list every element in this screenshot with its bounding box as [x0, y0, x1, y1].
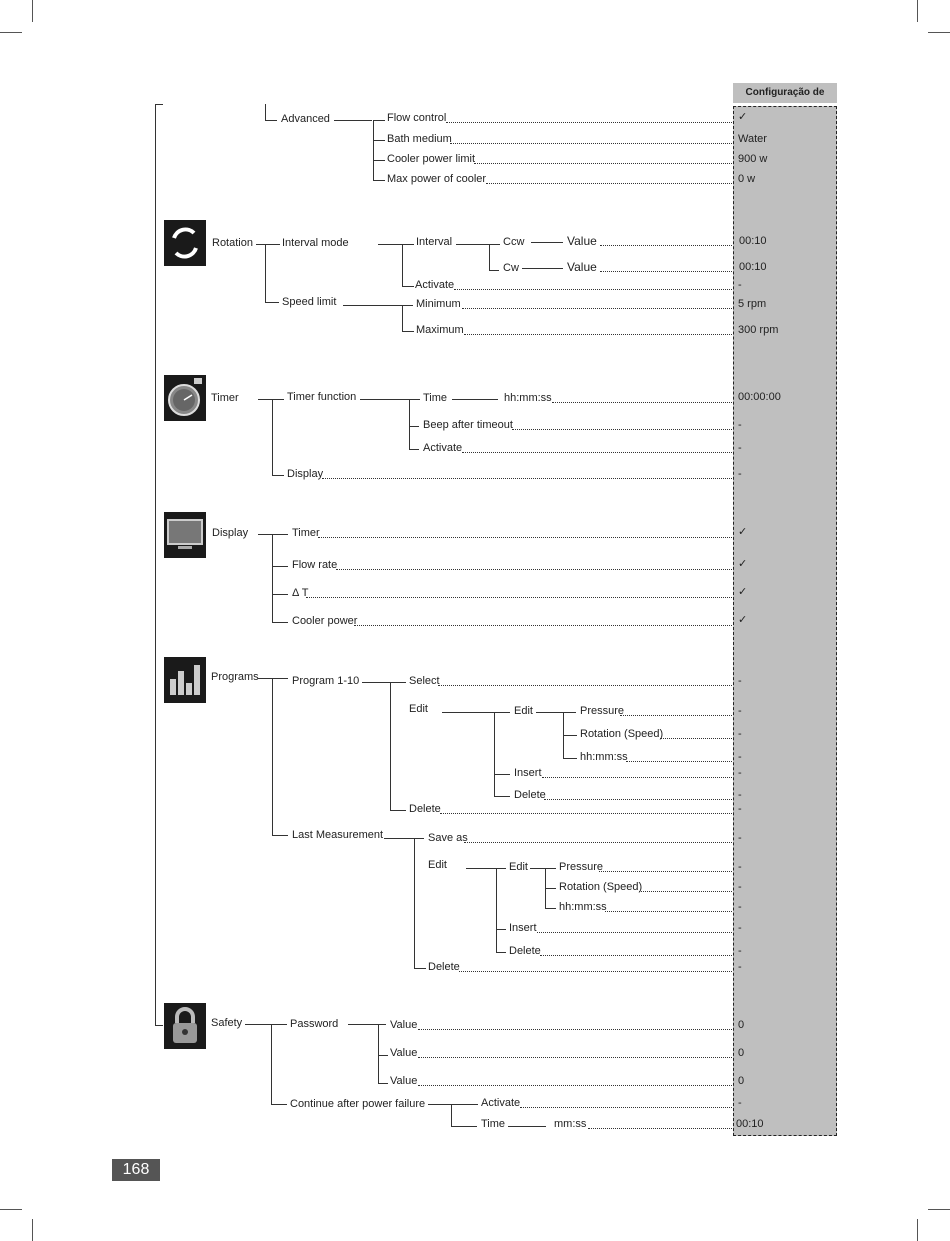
- rotation-label: Rotation: [212, 237, 253, 249]
- lm-delete-sub-value: -: [738, 945, 742, 957]
- max-power-cooler-value: 0 w: [738, 173, 756, 185]
- program-edit-label: Edit: [409, 703, 428, 715]
- stopwatch-icon: [164, 375, 206, 421]
- crop-mark: [0, 1209, 22, 1210]
- password-value-1-label: Value: [390, 1019, 418, 1031]
- password-value-3-label: Value: [390, 1075, 418, 1087]
- lm-edit-sub-label: Edit: [509, 861, 528, 873]
- lm-rotation-speed-label: Rotation (Speed): [559, 881, 643, 893]
- program-delete-sub-label: Delete: [514, 789, 546, 801]
- continue-activate-label: Activate: [481, 1097, 521, 1109]
- program-rotation-value: -: [738, 728, 742, 740]
- lm-delete-sub-label: Delete: [509, 945, 541, 957]
- lm-delete-label: Delete: [428, 961, 460, 973]
- display-delta-t-value: ✓: [738, 586, 748, 598]
- safety-label: Safety: [211, 1017, 243, 1029]
- last-measurement-label: Last Measurement: [292, 829, 384, 841]
- speed-limit-label: Speed limit: [282, 296, 337, 308]
- crop-mark: [32, 1219, 33, 1241]
- monitor-icon: [164, 512, 206, 558]
- advanced-label: Advanced: [281, 113, 330, 125]
- maximum-label: Maximum: [416, 324, 464, 336]
- program-delete-value: -: [738, 803, 742, 815]
- timer-display-label: Display: [287, 468, 324, 480]
- interval-label: Interval: [416, 236, 453, 248]
- continue-mmss-label: mm:ss: [554, 1118, 587, 1130]
- save-as-value: -: [738, 832, 742, 844]
- program-select-value: -: [738, 675, 742, 687]
- continue-time-label: Time: [481, 1118, 506, 1130]
- program-hhmmss-label: hh:mm:ss: [580, 751, 628, 763]
- program-1-10-label: Program 1-10: [292, 675, 360, 687]
- crop-mark: [928, 1209, 950, 1210]
- lm-delete-value: -: [738, 961, 742, 973]
- display-timer-value: ✓: [738, 526, 748, 538]
- padlock-icon: [164, 1003, 206, 1049]
- cooler-power-limit-item: Cooler power limit: [387, 153, 476, 165]
- tree-spine: [155, 104, 156, 1025]
- display-cooler-power-value: ✓: [738, 614, 748, 626]
- program-insert-value: -: [738, 767, 742, 779]
- ccw-value-label: Value: [567, 234, 597, 248]
- program-delete-sub-value: -: [738, 789, 742, 801]
- continue-power-failure-label: Continue after power failure: [290, 1098, 426, 1110]
- rotation-activate-value: -: [738, 279, 742, 291]
- bar-chart-icon: [164, 657, 206, 703]
- crop-mark: [917, 0, 918, 22]
- display-flow-rate-item: Flow rate: [292, 559, 338, 571]
- bath-medium-value: Water: [738, 133, 767, 145]
- password-value-1: 0: [738, 1019, 745, 1031]
- program-delete-label: Delete: [409, 803, 441, 815]
- program-pressure-value: -: [738, 705, 742, 717]
- program-edit-sub-label: Edit: [514, 705, 533, 717]
- timer-hhmmss-label: hh:mm:ss: [504, 392, 552, 404]
- lm-insert-value: -: [738, 922, 742, 934]
- timer-time-value: 00:00:00: [738, 391, 781, 403]
- beep-value: -: [738, 419, 742, 431]
- programs-label: Programs: [211, 671, 259, 683]
- rotation-icon: [164, 220, 206, 266]
- timer-label: Timer: [211, 392, 239, 404]
- lm-hhmmss-value: -: [738, 901, 742, 913]
- program-pressure-label: Pressure: [580, 705, 625, 717]
- flow-control-item: Flow control: [387, 112, 447, 124]
- max-power-cooler-item: Max power of cooler: [387, 173, 487, 185]
- lm-pressure-label: Pressure: [559, 861, 604, 873]
- crop-mark: [0, 32, 22, 33]
- password-value-3: 0: [738, 1075, 745, 1087]
- display-flow-rate-value: ✓: [738, 558, 748, 570]
- timer-display-value: -: [738, 468, 742, 480]
- timer-activate-label: Activate: [423, 442, 463, 454]
- minimum-value: 5 rpm: [738, 298, 767, 310]
- cw-value-label: Value: [567, 260, 597, 274]
- continue-activate-value: -: [738, 1097, 742, 1109]
- display-label: Display: [212, 527, 249, 539]
- password-label: Password: [290, 1018, 339, 1030]
- lm-edit-label: Edit: [428, 859, 447, 871]
- flow-control-value: ✓: [738, 111, 748, 123]
- crop-mark: [32, 0, 33, 22]
- ccw-value: 00:10: [739, 235, 767, 247]
- rotation-activate-label: Activate: [415, 279, 455, 291]
- cw-label: Cw: [503, 262, 519, 274]
- lm-insert-label: Insert: [509, 922, 537, 934]
- page-number: 168: [112, 1159, 160, 1181]
- cw-value: 00:10: [739, 261, 767, 273]
- lm-hhmmss-label: hh:mm:ss: [559, 901, 607, 913]
- crop-mark: [928, 32, 950, 33]
- password-value-2-label: Value: [390, 1047, 418, 1059]
- crop-mark: [917, 1219, 918, 1241]
- display-delta-t-item: Δ T: [292, 587, 309, 599]
- password-value-2: 0: [738, 1047, 745, 1059]
- continue-time-value: 00:10: [736, 1118, 764, 1130]
- cooler-power-limit-value: 900 w: [738, 153, 768, 165]
- factory-settings-header: Configuração de: [733, 83, 837, 103]
- lm-rotation-value: -: [738, 881, 742, 893]
- bath-medium-item: Bath medium: [387, 133, 452, 145]
- display-timer-item: Timer: [292, 527, 320, 539]
- minimum-label: Minimum: [416, 298, 461, 310]
- program-hhmmss-value: -: [738, 751, 742, 763]
- interval-mode-label: Interval mode: [282, 237, 349, 249]
- beep-label: Beep after timeout: [423, 419, 513, 431]
- save-as-label: Save as: [428, 832, 468, 844]
- display-cooler-power-item: Cooler power: [292, 615, 358, 627]
- timer-function-label: Timer function: [287, 391, 357, 403]
- program-rotation-speed-label: Rotation (Speed): [580, 728, 664, 740]
- maximum-value: 300 rpm: [738, 324, 779, 336]
- program-select-label: Select: [409, 675, 440, 687]
- timer-time-label: Time: [423, 392, 448, 404]
- ccw-label: Ccw: [503, 236, 525, 248]
- program-insert-label: Insert: [514, 767, 542, 779]
- timer-activate-value: -: [738, 442, 742, 454]
- lm-pressure-value: -: [738, 861, 742, 873]
